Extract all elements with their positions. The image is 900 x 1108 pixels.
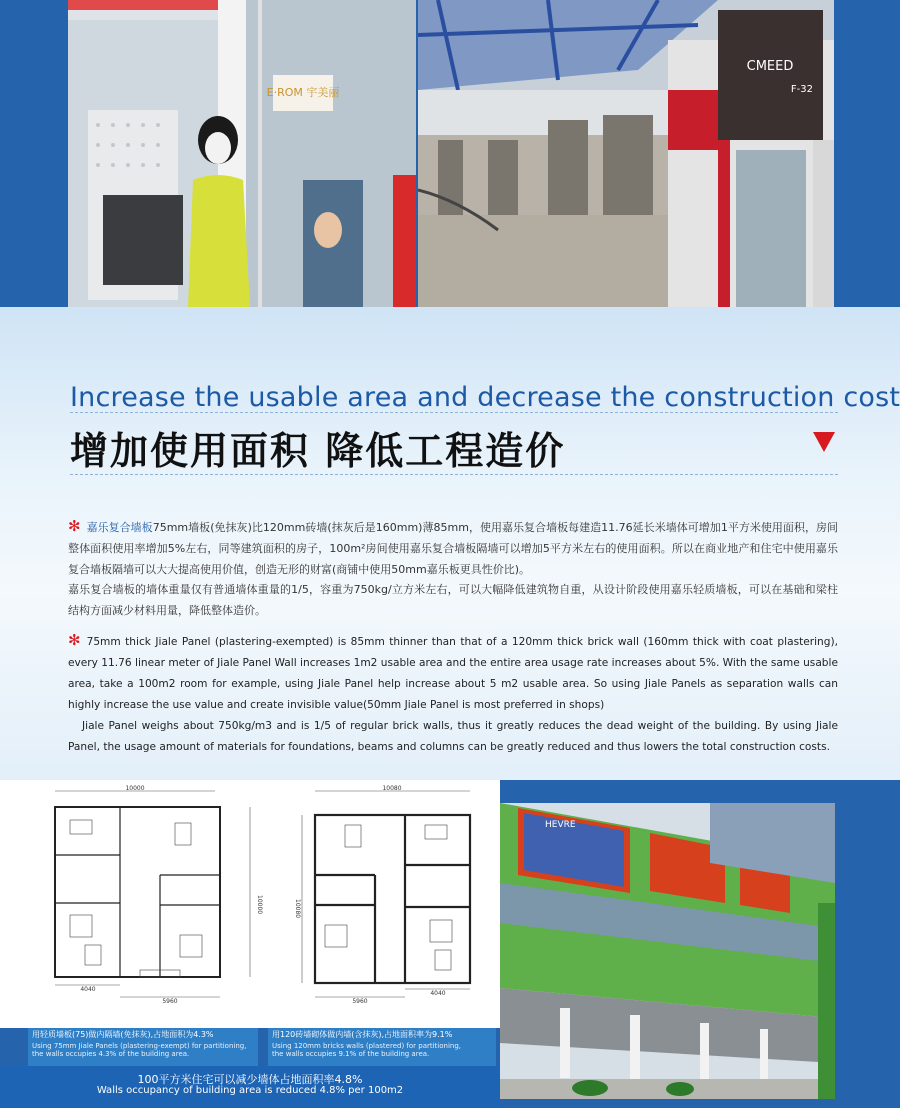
- heading-divider-bottom: [70, 474, 838, 475]
- dim-top-right: 10080: [382, 785, 402, 792]
- caption-right-cn: 用120砖墙砌体做内墙(含抹灰),占地面积率为9.1%: [272, 1030, 453, 1039]
- caption-right-en-2: the walls occupies 9.1% of the building area.: [272, 1050, 430, 1058]
- chinese-paragraph-1: [68, 516, 838, 580]
- heading-chinese: 增加使用面积 降低工程造价: [70, 429, 566, 473]
- summary-chinese: 100平方米住宅可以减少墙体占地面积率4.8%: [137, 1073, 363, 1086]
- dim-side-right: 10080: [294, 899, 301, 919]
- store-sign-text: CMEED: [746, 59, 794, 74]
- heading-english: Increase the usable area and decrease the construction cost: [70, 382, 900, 413]
- chinese-body-1: 75mm墙板(免抹灰)比120mm砖墙(抹灰后是160mm)薄85mm，使用嘉乐复合墙板每建造11.76延长米墙体可增加1平方米使用面积，房间整体面积使用率增加5%左右，同等建筑面积的房子，100m²房间使用嘉乐复合墙板隔墙可以增加5平方米左右的使用面积。所以在商业地产和住宅中使用嘉乐复合墙板隔墙可以大大提高使用价值，创造无形的财富(商铺中使用50mm嘉乐板更具性价比)。: [68, 521, 838, 576]
- caption-left-en-1: Using 75mm Jiale Panels (plastering-exempt) for partitioning,: [32, 1042, 247, 1050]
- caption-left-en-2: the walls occupies 4.3% of the building area.: [32, 1050, 190, 1058]
- floorplan-left-drawing: [40, 785, 270, 1005]
- summary-english: Walls occupancy of building area is reduced 4.8% per 100m2: [96, 1085, 404, 1096]
- english-paragraph-1: [68, 630, 838, 716]
- asterisk-icon: ✻: [68, 517, 81, 535]
- floorplans-panel: [0, 780, 500, 1028]
- caption-right-en-1: Using 120mm bricks walls (plastered) for partitioning,: [272, 1042, 462, 1050]
- caption-right: [268, 1028, 496, 1066]
- caption-left: [28, 1028, 258, 1066]
- boutique-storefront-illustration: [68, 0, 416, 307]
- boutique-storefront-photo: [68, 0, 416, 307]
- dim-bottom-left-a: 4040: [80, 986, 96, 993]
- mall-corridor-photo: [418, 0, 834, 307]
- caption-left-cn: 用轻质墙板(75)做内隔墙(免抹灰),占地面积为4.3%: [32, 1030, 214, 1039]
- heading-divider-top: [70, 412, 838, 413]
- dim-bottom-left-b: 5960: [162, 998, 178, 1005]
- english-text-block: [68, 630, 838, 758]
- mall-corridor-illustration: [418, 0, 834, 307]
- building-facade-photo: [500, 803, 835, 1099]
- billboard-text: HEVRE: [545, 820, 576, 830]
- dim-side-left: 10000: [256, 895, 263, 915]
- dim-bottom-right-a: 5960: [352, 998, 368, 1005]
- asterisk-icon: ✻: [68, 631, 81, 649]
- dim-bottom-right-b: 4040: [430, 990, 446, 997]
- triangle-down-icon: [813, 432, 835, 452]
- store-unit-text: F-32: [790, 84, 813, 95]
- dim-top-left: 10000: [125, 785, 145, 792]
- chinese-lead-term: 嘉乐复合墙板: [86, 521, 153, 534]
- building-facade-illustration: [500, 803, 835, 1099]
- chinese-paragraph-2: 嘉乐复合墙板的墙体重量仅有普通墙体重量的1/5，容重为750kg/立方米左右，可以大幅降低建筑物自重，从设计阶段使用嘉乐轻质墙板，可以在基础和梁柱结构方面减少材料用量，降低整体造价。: [68, 583, 838, 617]
- english-paragraph-1-text: 75mm thick Jiale Panel (plastering-exempted) is 85mm thinner than that of a 120mm thick brick wall (160mm thick with coat plastering), every 11.76 linear meter of Jiale Panel Wall increases 1m2 usable area and the entire area usage rate increases about 5%. With the same usable area, take a 100m2 room for example, using Jiale Panel help increase about 5 m2 usable area. So using Jiale Panels as separation walls can highly increase the use value and create invisible value(50mm Jiale Panel is most preferred in shops): [68, 636, 838, 711]
- floorplan-right-drawing: [290, 785, 500, 1005]
- english-paragraph-2: Jiale Panel weighs about 750kg/m3 and is 1/5 of regular brick walls, thus it greatly reduces the dead weight of the building. By using Jiale Panel, the usage amount of materials for foundations, beams and columns can be greatly reduced and thus lowers the total construction costs.: [68, 720, 838, 753]
- boutique-sign-text: E·ROM 宇美丽: [266, 86, 340, 99]
